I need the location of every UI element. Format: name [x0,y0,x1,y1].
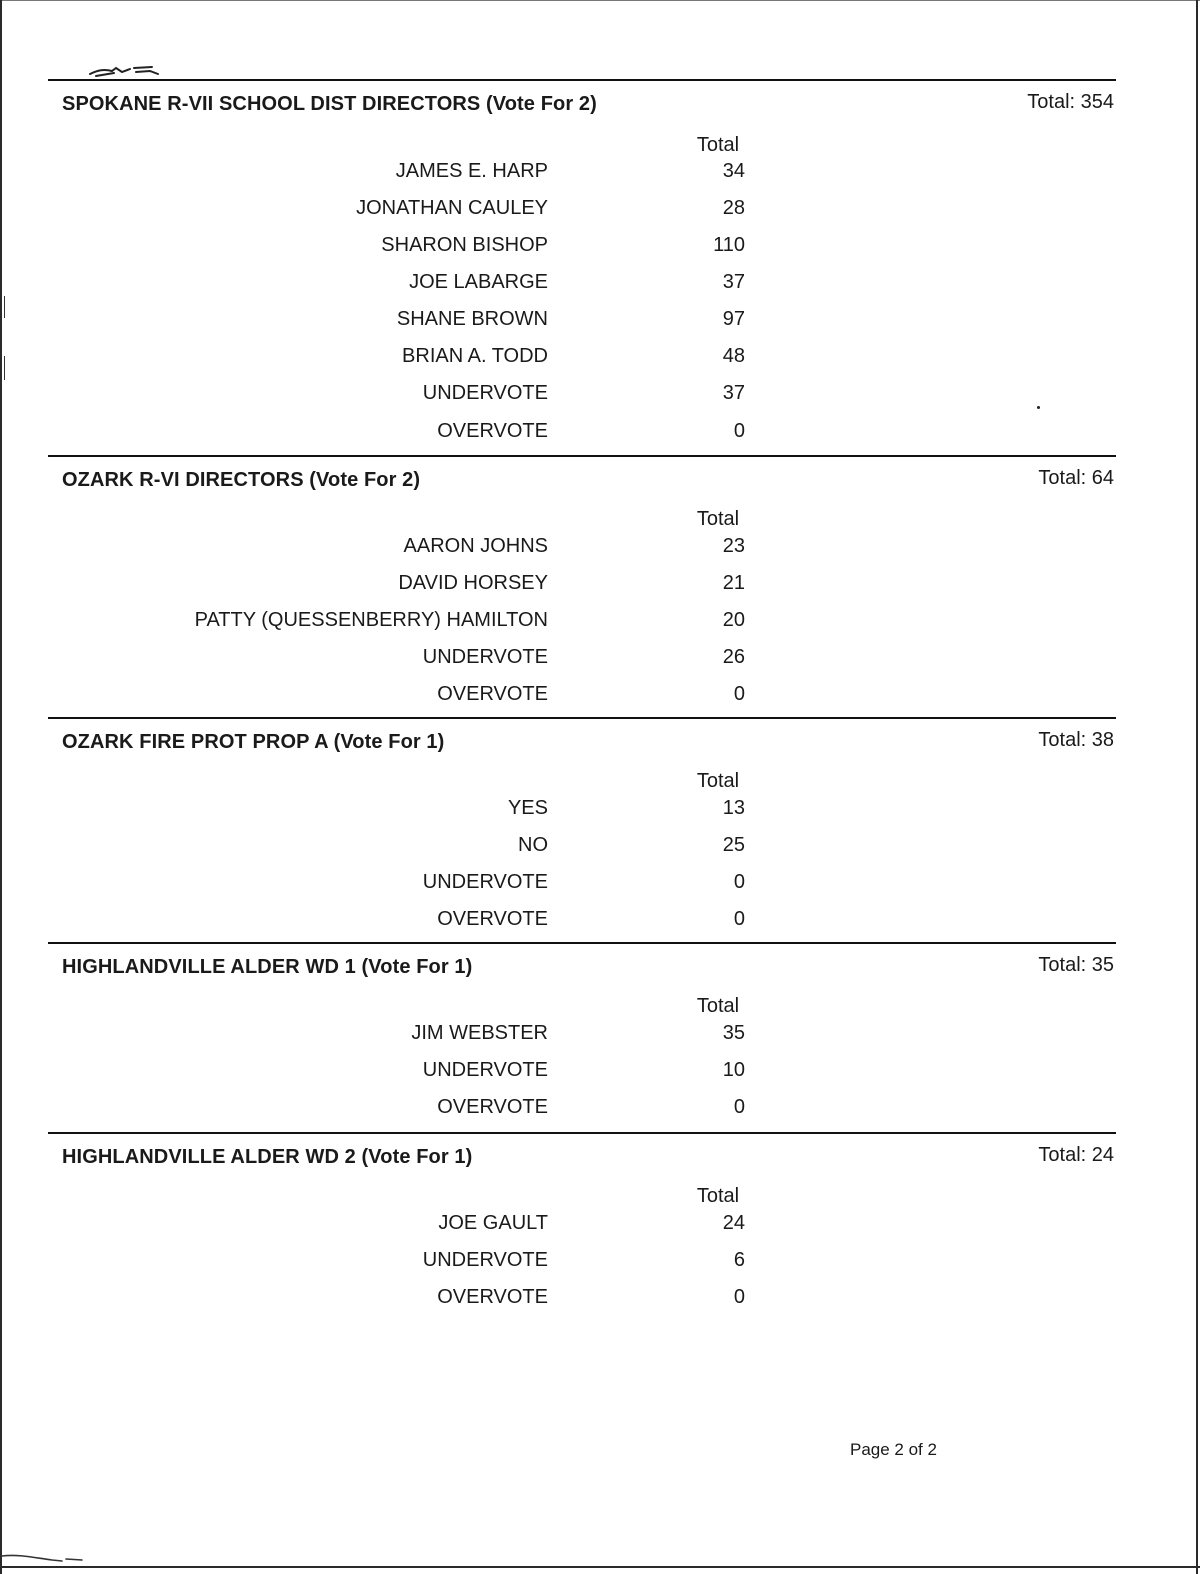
race-title: OZARK R-VI DIRECTORS (Vote For 2) [62,469,421,491]
section-rule [48,717,1116,719]
section-rule [48,1132,1116,1134]
scan-smudge [0,1548,90,1564]
candidate-row [48,345,1116,375]
section-rule [48,942,1116,944]
candidate-name: UNDERVOTE [422,382,548,404]
candidate-name: SHARON BISHOP [381,234,548,256]
race-total: Total: 64 [1038,467,1114,489]
race-section [48,79,1116,454]
candidate-row [48,160,1116,190]
candidate-votes: 0 [733,908,745,930]
candidate-name: UNDERVOTE [422,871,548,893]
candidate-votes: 37 [722,382,745,404]
candidate-votes: 0 [733,1286,745,1308]
candidate-votes: 21 [722,572,745,594]
section-rule [48,79,1116,81]
race-title: HIGHLANDVILLE ALDER WD 1 (Vote For 1) [62,956,473,978]
candidate-votes: 48 [722,345,745,367]
candidate-name: YES [507,797,548,819]
scan-border-top [0,0,1200,1]
candidate-row [48,834,1116,864]
candidate-votes: 10 [722,1059,745,1081]
candidate-name: JIM WEBSTER [411,1022,548,1044]
candidate-name: UNDERVOTE [422,646,548,668]
candidate-row [48,797,1116,827]
candidate-name: DAVID HORSEY [398,572,548,594]
race-total: Total: 354 [1027,91,1114,113]
candidate-votes: 23 [722,535,745,557]
candidate-votes: 26 [722,646,745,668]
race-section [48,942,1116,1132]
column-header-total: Total [696,134,740,156]
candidate-row [48,308,1116,338]
candidate-row [48,197,1116,227]
candidate-votes: 0 [733,683,745,705]
candidate-name: OVERVOTE [437,683,548,705]
candidate-votes: 20 [722,609,745,631]
candidate-votes: 6 [733,1249,745,1271]
candidate-row [48,908,1116,938]
candidate-votes: 37 [722,271,745,293]
candidate-votes: 34 [722,160,745,182]
candidate-row [48,1096,1116,1126]
candidate-row [48,420,1116,450]
candidate-name: UNDERVOTE [422,1059,548,1081]
column-header-total: Total [696,770,740,792]
column-header-total: Total [696,995,740,1017]
candidate-name: UNDERVOTE [422,1249,548,1271]
race-section [48,717,1116,942]
candidate-row [48,1249,1116,1279]
candidate-row [48,646,1116,676]
candidate-votes: 0 [733,420,745,442]
race-section [48,1132,1116,1322]
candidate-votes: 35 [722,1022,745,1044]
race-total: Total: 38 [1038,729,1114,751]
candidate-row [48,609,1116,639]
scan-mark [4,296,5,318]
candidate-name: JOE LABARGE [409,271,548,293]
candidate-name: JAMES E. HARP [395,160,548,182]
race-title: SPOKANE R-VII SCHOOL DIST DIRECTORS (Vote For 2) [62,93,597,115]
candidate-name: BRIAN A. TODD [402,345,548,367]
scan-mark [4,356,5,380]
candidate-votes: 28 [722,197,745,219]
race-title: OZARK FIRE PROT PROP A (Vote For 1) [62,731,445,753]
candidate-votes: 25 [722,834,745,856]
page-number: Page 2 of 2 [850,1440,937,1459]
candidate-name: JONATHAN CAULEY [356,197,548,219]
candidate-name: OVERVOTE [437,1286,548,1308]
candidate-votes: 110 [713,234,745,256]
candidate-name: OVERVOTE [437,908,548,930]
scan-border-left [0,0,2,1574]
candidate-row [48,572,1116,602]
scan-border-bottom [0,1566,1200,1568]
candidate-votes: 13 [722,797,745,819]
race-section [48,455,1116,717]
candidate-name: AARON JOHNS [403,535,548,557]
candidate-row [48,271,1116,301]
candidate-name: JOE GAULT [438,1212,548,1234]
race-title: HIGHLANDVILLE ALDER WD 2 (Vote For 1) [62,1146,473,1168]
candidate-votes: 24 [722,1212,745,1234]
candidate-votes: 97 [722,308,745,330]
candidate-row [48,1286,1116,1316]
candidate-row [48,1059,1116,1089]
candidate-name: PATTY (QUESSENBERRY) HAMILTON [194,609,548,631]
candidate-row [48,871,1116,901]
candidate-row [48,234,1116,264]
candidate-votes: 0 [733,871,745,893]
race-total: Total: 35 [1038,954,1114,976]
section-rule [48,455,1116,457]
candidate-name: NO [518,834,548,856]
candidate-votes: 0 [733,1096,745,1118]
candidate-name: SHANE BROWN [396,308,548,330]
candidate-name: OVERVOTE [437,420,548,442]
candidate-row [48,683,1116,713]
column-header-total: Total [696,508,740,530]
race-total: Total: 24 [1038,1144,1114,1166]
candidate-row [48,382,1116,412]
candidate-row [48,1022,1116,1052]
column-header-total: Total [696,1185,740,1207]
candidate-name: OVERVOTE [437,1096,548,1118]
candidate-row [48,535,1116,565]
scan-border-right [1196,0,1198,1574]
candidate-row [48,1212,1116,1242]
